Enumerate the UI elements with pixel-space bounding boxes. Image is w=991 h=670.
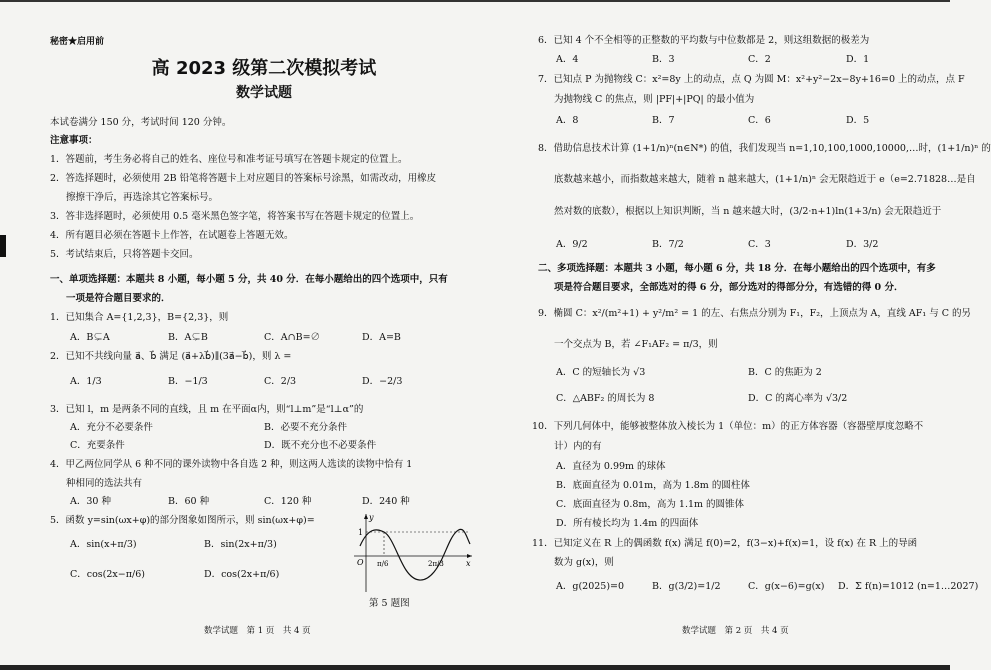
q11-option-c: C．g(x−6)=g(x): [748, 581, 825, 592]
two-pi-over-3-label: 2π/3: [428, 560, 444, 568]
q9-stem-cont: 一个交点为 B，若 ∠F₁AF₂ = π/3，则: [554, 339, 718, 350]
q8-option-c: C．3: [748, 239, 771, 250]
q3-option-b: B．必要不充分条件: [264, 422, 347, 433]
q1-stem: 1．已知集合 A={1,2,3}，B={2,3}，则: [50, 312, 229, 323]
note-4: 4．所有题目必须在答题卡上作答，在试题卷上答题无效。: [50, 230, 294, 241]
q9-option-c: C．△ABF₂ 的周长为 8: [556, 393, 655, 404]
binding-mark: [0, 235, 6, 257]
section-2-heading: 二、多项选择题：本题共 3 小题，每小题 6 分，共 18 分．在每小题给出的四个选项中，有多: [538, 263, 936, 274]
y-axis-arrow: [364, 514, 368, 519]
q5-option-b: B．sin(2x+π/3): [204, 539, 277, 550]
q8-stem: 8．借助信息技术计算 (1+1/n)ⁿ(n∈N*) 的值，我们发现当 n=1,10,100,1000,10000,…时，(1+1/n)ⁿ 的: [538, 143, 991, 154]
q9-stem: 9．椭圆 C：x²/(m²+1) + y²/m² = 1 的左、右焦点分别为 F₁，F₂，上顶点为 A，直线 AF₁ 与 C 的另: [538, 308, 971, 319]
q10-option-a: A．直径为 0.99m 的球体: [556, 461, 666, 472]
q7-stem: 7．已知点 P 为抛物线 C：x²=8y 上的动点，点 Q 为圆 M：x²+y²−2x−8y+16=0 上的动点，点 F: [538, 74, 965, 85]
q8-option-b: B．7/2: [652, 239, 684, 250]
q11-option-a: A．g(2025)=0: [556, 581, 625, 592]
q2-option-c: C．2/3: [264, 376, 297, 387]
note-1: 1．答题前，考生务必将自己的姓名、座位号和准考证号填写在答题卡规定的位置上。: [50, 154, 408, 165]
q5-figure-caption: 第 5 题图: [369, 598, 410, 609]
q8-option-a: A．9/2: [556, 239, 588, 250]
confidential-label: 秘密★启用前: [50, 37, 105, 47]
q10-stem: 10．下列几何体中，能够被整体放入棱长为 1（单位：m）的正方体容器（容器壁厚度忽略不: [532, 421, 924, 432]
bottom-edge: [0, 665, 950, 670]
q8-option-d: D．3/2: [846, 239, 879, 250]
q8-stem-cont-1: 底数越来越小，而指数越来越大，随着 n 越来越大，(1+1/n)ⁿ 会无限趋近于 e（e=2.71828…是自: [554, 174, 976, 185]
q1-option-c: C．A∩B=∅: [264, 332, 321, 343]
q9-option-b: B．C 的焦距为 2: [748, 367, 822, 378]
q4-stem: 4．甲乙两位同学从 6 种不同的课外读物中各自选 2 种，则这两人选读的读物中恰有 1: [50, 459, 413, 470]
q7-stem-cont: 为抛物线 C 的焦点，则 |PF|+|PQ| 的最小值为: [554, 94, 755, 105]
q7-option-a: A．8: [556, 115, 579, 126]
q5-option-c: C．cos(2x−π/6): [70, 569, 145, 580]
q3-stem: 3．已知 l，m 是两条不同的直线，且 m 在平面α内，则“l⊥m”是“l⊥α”的: [50, 404, 364, 415]
q5-stem: 5．函数 y=sin(ωx+φ)的部分图象如图所示，则 sin(ωx+φ)=: [50, 515, 315, 526]
q4-stem-cont: 种相同的选法共有: [66, 478, 143, 489]
q4-option-c: C．120 种: [264, 496, 312, 507]
page-2-footer: 数学试题 第 2 页 共 4 页: [682, 626, 789, 636]
q5-option-d: D．cos(2x+π/6): [204, 569, 280, 580]
q1-option-d: D．A=B: [362, 332, 401, 343]
note-2-cont: 擦擦干净后，再选涂其它答案标号。: [66, 192, 219, 203]
q6-option-d: D．1: [846, 54, 870, 65]
q3-option-a: A．充分不必要条件: [70, 422, 153, 433]
q11-option-d: D．Σ f(n)=1012 (n=1…2027): [838, 581, 979, 592]
q3-option-c: C．充要条件: [70, 440, 125, 451]
q10-option-d: D．所有棱长均为 1.4m 的四面体: [556, 518, 699, 529]
q7-option-b: B．7: [652, 115, 675, 126]
q7-option-c: C．6: [748, 115, 771, 126]
one-label: 1: [358, 528, 364, 537]
q5-option-a: A．sin(x+π/3): [70, 539, 137, 550]
q2-option-b: B．−1/3: [168, 376, 208, 387]
q10-option-c: C．底面直径为 0.8m，高为 1.1m 的圆锥体: [556, 499, 745, 510]
q6-option-a: A．4: [556, 54, 579, 65]
notes-heading: 注意事项：: [50, 135, 98, 146]
pi-over-6-label: π/6: [377, 560, 389, 568]
q4-option-d: D．240 种: [362, 496, 410, 507]
q8-stem-cont-2: 然对数的底数），根据以上知识判断，当 n 越来越大时，(3/2·n+1)ln(1+3/n) 会无限趋近于: [554, 206, 942, 217]
q2-stem: 2．已知不共线向量 a⃗、b⃗ 满足 (a⃗+λb⃗)∥(3a⃗−b⃗)，则 λ =: [50, 351, 292, 362]
page-1: [44, 0, 476, 670]
q4-option-b: B．60 种: [168, 496, 210, 507]
q11-option-b: B．g(3/2)=1/2: [652, 581, 721, 592]
q2-option-a: A．1/3: [70, 376, 102, 387]
exam-subtitle: 数学试题: [236, 85, 292, 101]
section-1-heading-cont: 一项是符合题目要求的．: [66, 293, 171, 304]
q11-stem: 11．已知定义在 R 上的偶函数 f(x) 满足 f(0)=2，f(3−x)+f(x)=1，设 f(x) 在 R 上的导函: [532, 538, 918, 549]
section-1-heading: 一、单项选择题：本题共 8 小题，每小题 5 分，共 40 分．在每小题给出的四个选项中，只有: [50, 274, 448, 285]
q9-option-a: A．C 的短轴长为 √3: [556, 367, 646, 378]
section-2-heading-cont: 项是符合题目要求，全部选对的得 6 分，部分选对的得部分分，有选错的得 0 分．: [554, 282, 904, 293]
q11-stem-cont: 数为 g(x)，则: [554, 557, 614, 568]
q5-sine-graph: [344, 510, 476, 594]
x-label: x: [466, 559, 471, 568]
q6-option-b: B．3: [652, 54, 675, 65]
exam-title: 高 2023 级第二次模拟考试: [151, 58, 377, 79]
origin-label: O: [357, 558, 364, 567]
x-axis-arrow: [467, 554, 472, 558]
q7-option-d: D．5: [846, 115, 870, 126]
note-2: 2．答选择题时，必须使用 2B 铅笔将答题卡上对应题目的答案标号涂黑，如需改动，用橡皮: [50, 173, 437, 184]
q6-stem: 6．已知 4 个不全相等的正整数的平均数与中位数都是 2，则这组数据的极差为: [538, 35, 870, 46]
q10-option-b: B．底面直径为 0.01m，高为 1.8m 的圆柱体: [556, 480, 750, 491]
q4-option-a: A．30 种: [70, 496, 111, 507]
note-5: 5．考试结束后，只将答题卡交回。: [50, 249, 199, 260]
q6-option-c: C．2: [748, 54, 771, 65]
page-2: [512, 0, 991, 670]
note-3: 3．答非选择题时，必须使用 0.5 毫米黑色签字笔，将答案书写在答题卡规定的位置上。: [50, 211, 420, 222]
exam-intro: 本试卷满分 150 分，考试时间 120 分钟。: [50, 117, 232, 128]
q10-stem-cont: 计）内的有: [554, 441, 602, 452]
y-label: y: [369, 513, 374, 522]
q3-option-d: D．既不充分也不必要条件: [264, 440, 377, 451]
q1-option-b: B．A⊊B: [168, 332, 208, 343]
q1-option-a: A．B⊊A: [70, 332, 110, 343]
q9-option-d: D．C 的离心率为 √3/2: [748, 393, 848, 404]
sine-curve: [360, 529, 470, 580]
q2-option-d: D．−2/3: [362, 376, 403, 387]
page-1-footer: 数学试题 第 1 页 共 4 页: [204, 626, 311, 636]
